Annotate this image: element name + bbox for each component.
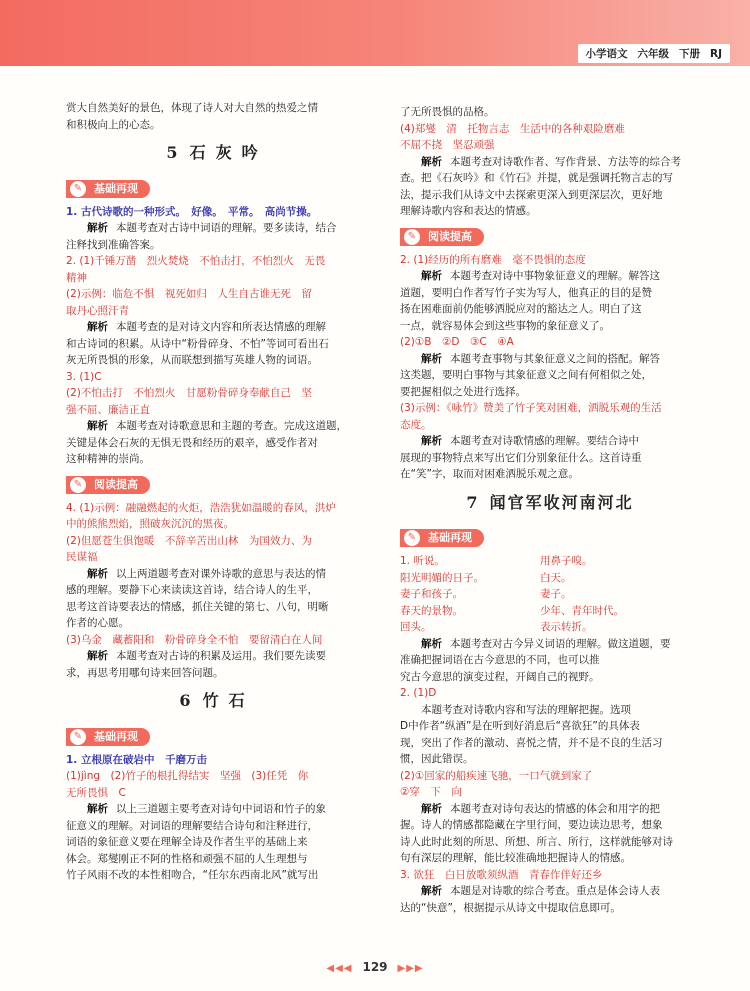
analysis <box>66 566 368 583</box>
analysis <box>400 702 700 719</box>
analysis-text: 作者的心愿。 <box>66 617 129 629</box>
pair-right: 白天。 <box>540 571 572 584</box>
analysis-text: D中作者“纵酒”是在听到好消息后“喜欲狂”的具体表 <box>400 720 640 732</box>
pair-row <box>400 603 700 620</box>
analysis-label: 解析 <box>87 321 108 333</box>
pair-left: 春天的景物。 <box>400 604 463 617</box>
answer-line: (2)①回家的船疾速飞驰，一口气就到家了 <box>400 769 593 782</box>
analysis-text: 达的“快意”，根据提示从诗文中提取信息即可。 <box>400 901 621 914</box>
pencil-icon: ✎ <box>404 530 420 546</box>
analysis-label: 解析 <box>87 803 108 815</box>
pair-left: 回头。 <box>400 621 432 633</box>
analysis <box>400 154 700 171</box>
answer-line: (1)jìng (2)竹子的根扎得结实 坚强 (3)任凭 你 <box>66 770 309 782</box>
analysis <box>400 268 700 285</box>
analysis-label: 解析 <box>421 802 442 815</box>
analysis <box>66 801 368 818</box>
header-edition: RJ <box>710 48 722 60</box>
answer-line: 取丹心照汗青 <box>66 304 129 317</box>
answer-line: (2)①B ②D ③C ④A <box>400 336 514 348</box>
answer-line: 态度。 <box>400 418 432 431</box>
analysis-text: 句有深层的理解，能比较准确地把握诗人的情感。 <box>400 852 631 864</box>
answer-line: 强不屈、廉洁正直 <box>66 403 150 416</box>
page-footer <box>0 960 750 974</box>
answer-line: (3)示例：《咏竹》赞美了竹子笑对困难，洒脱乐观的生活 <box>400 402 662 414</box>
pair-row <box>400 619 700 636</box>
analysis-text: 思考这首诗要表达的情感，抓住关键的第七、八句，明晰 <box>66 600 329 613</box>
analysis-text: 现，突出了作者的激动、喜悦之情，并不是不良的生活习 <box>400 736 663 749</box>
analysis-text: 竹子风雨不改的本性相吻合，“任尔东西南北风”就写出 <box>66 869 319 881</box>
tag-basic <box>400 529 484 547</box>
pencil-icon: ✎ <box>70 729 86 745</box>
answer-line: 3. 欲狂 白日放歌须纵酒 青春作伴好还乡 <box>400 868 603 881</box>
analysis-text: 法，提示我们从诗文中去探索更深入到更深层次，更好地 <box>400 188 663 201</box>
section-name: 闻官军收河南河北 <box>489 492 634 512</box>
tag-label: 基础再现 <box>428 531 472 544</box>
analysis-text: 求，再思考用哪句诗来回答问题。 <box>66 666 224 679</box>
section-name: 竹石 <box>202 691 255 710</box>
analysis-label: 解析 <box>87 420 108 432</box>
analysis <box>66 220 368 237</box>
section-title-6 <box>66 693 368 710</box>
pencil-icon: ✎ <box>70 477 86 493</box>
pair-row <box>400 586 700 603</box>
analysis-label: 解析 <box>421 435 442 447</box>
left-column <box>66 100 368 884</box>
analysis-label: 解析 <box>421 352 442 365</box>
page-number: 129 <box>362 960 388 974</box>
analysis-text: 握。诗人的情感都隐藏在字里行间，要边读边思考，想象 <box>400 819 663 831</box>
analysis <box>400 351 700 368</box>
analysis-text: 展现的事物特点来写出它们分别象征什么。这首诗重 <box>400 451 642 464</box>
tag-reading <box>400 228 484 246</box>
analysis-text: 本题考查对诗句表达的情感的体会和用字的把 <box>450 802 660 815</box>
analysis-text: 体会。郑燮刚正不阿的性格和顽强不屈的人生理想与 <box>66 852 308 865</box>
analysis <box>400 433 700 450</box>
analysis-text: 究古今意思的演变过程，开阔自己的视野。 <box>400 670 600 683</box>
analysis <box>400 801 700 818</box>
analysis-label: 解析 <box>87 650 108 662</box>
analysis-text: 以上三道题主要考查对诗句中词语和竹子的象 <box>116 803 326 815</box>
analysis-text: 关键是体会石灰的无惧无畏和经历的艰辛，感受作者对 <box>66 436 318 449</box>
analysis-label: 解析 <box>421 270 442 282</box>
pair-right: 用鼻子嗅。 <box>540 555 593 567</box>
pair-row <box>400 553 700 570</box>
answer-line: 2. (1)千锤万凿 烈火焚烧 不怕击打，不怕烈火 无畏 <box>66 255 326 267</box>
section-title-5 <box>66 145 368 162</box>
section-number: 7 <box>466 492 478 512</box>
answer-line: 2. (1)D <box>400 687 437 699</box>
analysis-text: 本题考查对古今异义词语的理解。做这道题，要 <box>450 637 671 650</box>
analysis-text: 准确把握词语在古今意思的不同，也可以推 <box>400 654 600 666</box>
analysis-text: 扬在困难面前仍能够洒脱应对的豁达之人。明白了这 <box>400 303 642 315</box>
analysis-label: 解析 <box>87 222 108 234</box>
analysis-text: 这种精神的崇尚。 <box>66 453 150 465</box>
intro-line: 赏大自然美好的景色，体现了诗人对大自然的热爱之情 <box>66 102 318 114</box>
tag-basic <box>66 180 150 198</box>
tag-basic <box>66 728 150 746</box>
answer-line: 中的熊熊烈焰，照破灰沉沉的黑夜。 <box>66 518 234 530</box>
analysis-text: 诗人此时此刻的所思、所想、所言、所行，这样就能够对诗 <box>400 835 673 848</box>
analysis-label: 解析 <box>87 567 108 580</box>
right-column <box>400 104 700 916</box>
analysis-label: 解析 <box>421 637 442 650</box>
answer-line: (2)但愿苍生俱饱暖 不辞辛苦出山林 为国效力、为 <box>66 534 312 547</box>
tag-label: 基础再现 <box>94 181 138 195</box>
answer-line: 4. (1)示例：融融燃起的火炬，浩浩犹如温暖的春风，洪炉 <box>66 501 336 514</box>
pair-right: 妻子。 <box>540 588 572 600</box>
tag-reading <box>66 476 150 494</box>
analysis-text: 本题考查对诗歌意思和主题的考查。完成这道题， <box>116 420 347 432</box>
analysis-text: 道题，要明白作者写竹子实为写人，他真正的目的是赞 <box>400 286 652 299</box>
answer-line: 不屈不挠 坚忍顽强 <box>400 139 495 151</box>
answer-line: (2)示例：临危不惧 视死如归 人生自古谁无死 留 <box>66 288 312 300</box>
analysis-text: 本题考查的是对诗文内容和所表达情感的理解 <box>116 321 326 333</box>
answer-line: 精神 <box>66 271 87 284</box>
analysis-text: 本题考查对诗中事物象征意义的理解。解答这 <box>450 270 660 282</box>
arrows-left-icon: ◀◀◀ <box>326 963 353 974</box>
continued-text: 了无所畏惧的品格。 <box>400 106 495 118</box>
section-number: 6 <box>179 691 191 710</box>
analysis <box>400 883 700 900</box>
analysis-text: 本题考查事物与其象征意义之间的搭配。解答 <box>450 352 660 365</box>
header-volume: 下册 <box>679 48 700 60</box>
header-grade: 六年级 <box>637 48 669 60</box>
analysis-text: 惯，因此错误。 <box>400 753 474 765</box>
answer-line: 1. 古代诗歌的一种形式。 好像。 平常。 高尚节操。 <box>66 205 318 218</box>
analysis-text: 感的理解。要静下心来读读这首诗，结合诗人的生平， <box>66 584 318 596</box>
header-subject: 小学语文 <box>585 48 628 60</box>
analysis-text: 本题是对诗歌的综合考查。重点是体会诗人表 <box>450 885 660 897</box>
analysis-text: 查。把《石灰吟》和《竹石》并提，就是强调托物言志的写 <box>400 172 673 184</box>
answer-line: (2)不怕击打 不怕烈火 甘愿粉骨碎身奉献自己 坚 <box>66 387 312 399</box>
tag-label: 阅读提高 <box>94 477 138 491</box>
section-number: 5 <box>166 143 178 162</box>
pair-left: 阳光明媚的日子。 <box>400 571 484 584</box>
answer-line: 2. (1)经历的所有磨难 毫不畏惧的态度 <box>400 253 586 266</box>
pencil-icon: ✎ <box>70 181 86 197</box>
answer-line: ②穿 下 向 <box>400 786 462 798</box>
pencil-icon: ✎ <box>404 229 420 245</box>
pair-left: 1. 听说。 <box>400 555 445 567</box>
analysis-text: 征意义的理解。对词语的理解要结合诗句和注释进行， <box>66 819 318 832</box>
header-info <box>578 44 731 63</box>
answer-line: 民谋福 <box>66 551 98 563</box>
answer-line: 1. 立根原在破岩中 千磨万击 <box>66 753 207 766</box>
analysis-text: 理解诗歌内容和表达的情感。 <box>400 205 537 217</box>
pair-list <box>400 553 700 636</box>
section-name: 石灰吟 <box>189 143 268 162</box>
analysis-text: 在“笑”字，取而对困难洒脱乐观之意。 <box>400 468 579 480</box>
analysis-text: 要把握相似之处进行选择。 <box>400 385 526 398</box>
analysis-text: 本题考查对诗歌情感的理解。要结合诗中 <box>450 435 639 447</box>
analysis-text: 以上两道题考查对课外诗歌的意思与表达的情 <box>116 567 326 580</box>
analysis-text: 和古诗词的积累。从诗中“粉骨碎身、不怕”等词可看出石 <box>66 337 329 350</box>
analysis <box>400 636 700 653</box>
intro-line: 和积极向上的心态。 <box>66 118 161 131</box>
arrows-right-icon: ▶▶▶ <box>397 963 424 974</box>
analysis-text: 这类题，要明白事物与其象征意义之间有何相似之处， <box>400 369 652 381</box>
analysis <box>66 648 368 665</box>
analysis-label: 解析 <box>421 885 442 897</box>
tag-label: 阅读提高 <box>428 229 472 243</box>
analysis <box>66 418 368 435</box>
answer-line: 无所畏惧 C <box>66 786 126 799</box>
pair-row <box>400 570 700 587</box>
analysis-text: 一点，就容易体会到这些事物的象征意义了。 <box>400 319 610 332</box>
analysis-text: 本题考查对古诗的积累及运用。我们要先读要 <box>116 650 326 662</box>
analysis-text: 本题考查对诗歌内容和写法的理解把握。选项 <box>421 703 631 716</box>
analysis-text: 注释找到准确答案。 <box>66 238 161 251</box>
analysis-text: 词语的象征意义要在理解全诗及作者生平的基础上来 <box>66 836 308 848</box>
pair-left: 妻子和孩子。 <box>400 588 463 600</box>
section-title-7 <box>400 492 700 512</box>
analysis-text: 灰无所畏惧的形象，从而联想到描写英雄人物的词语。 <box>66 354 318 366</box>
analysis-label: 解析 <box>421 155 442 168</box>
analysis <box>66 319 368 336</box>
analysis-text: 本题考查对诗歌作者、写作背景、方法等的综合考 <box>450 155 681 168</box>
pair-right: 少年、青年时代。 <box>540 604 624 617</box>
analysis-text: 本题考查对古诗中词语的理解。要多读诗，结合 <box>116 222 337 234</box>
pair-right: 表示转折。 <box>540 621 593 633</box>
answer-line: (4)郑燮 清 托物言志 生活中的各种艰险磨难 <box>400 122 625 135</box>
tag-label: 基础再现 <box>94 729 138 743</box>
answer-line: 3. (1)C <box>66 370 102 383</box>
answer-line: (3)乌金 藏蓄阳和 粉骨碎身全不怕 要留清白在人间 <box>66 633 323 646</box>
